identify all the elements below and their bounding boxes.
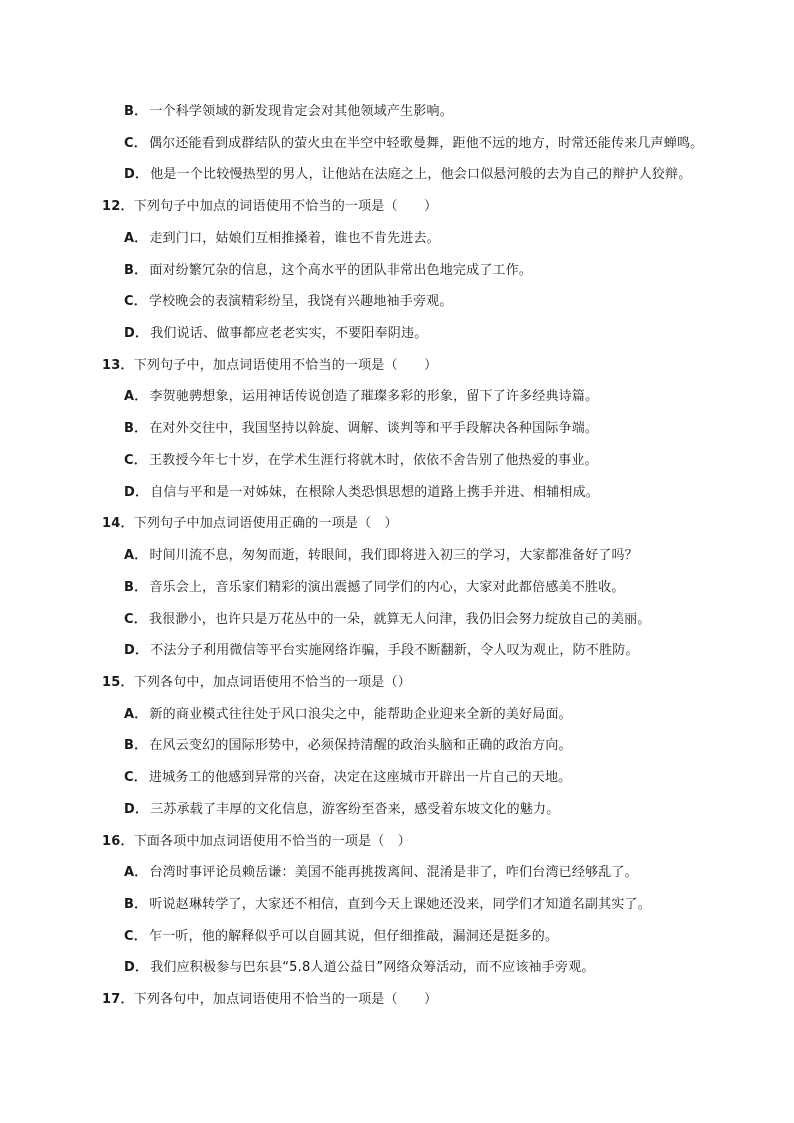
option-line	[124, 230, 440, 248]
option-line	[124, 611, 651, 629]
option-text: 乍一听，他的解释似乎可以自圆其说，但仔细推敲，漏洞还是挺多的。	[148, 929, 559, 944]
option-text: 我们应积极参与巴东县“5.8人道公益日”网络众筹活动，而不应该袖手旁观。	[150, 960, 595, 975]
option-label: A．	[124, 707, 148, 722]
option-text: 一个科学领域的新发现肯定会对其他领域产生影响。	[149, 104, 453, 119]
option-text: 不法分子利用微信等平台实施网络诈骗，手段不断翻新，令人叹为观止，防不胜防。	[150, 643, 639, 658]
option-line	[124, 579, 625, 597]
question-number: 15．	[102, 675, 134, 690]
question-line	[102, 991, 437, 1009]
option-text: 我很渺小，也许只是万花丛中的一朵，就算无人问津，我仍旧会努力绽放自己的美丽。	[148, 612, 651, 627]
option-text: 新的商业模式往往处于风口浪尖之中，能帮助企业迎来全新的美好局面。	[149, 707, 572, 722]
option-text: 他是一个比较慢热型的男人，让他站在法庭之上，他会口似悬河般的去为自己的辩护人狡辩。	[150, 167, 692, 182]
option-label: D．	[124, 960, 149, 975]
option-label: D．	[124, 485, 149, 500]
option-text: 李贺驰骋想象，运用神话传说创造了璀璨多彩的形象，留下了许多经典诗篇。	[149, 389, 599, 404]
option-line	[124, 420, 598, 438]
question-number: 14．	[102, 516, 134, 531]
option-line	[124, 769, 571, 787]
option-label: B．	[124, 897, 148, 912]
option-label: D．	[124, 802, 149, 817]
option-text: 在对外交往中，我国坚持以斡旋、调解、谈判等和平手段解决各种国际争端。	[149, 421, 599, 436]
question-text: 下列各句中，加点词语使用不恰当的一项是（）	[133, 675, 411, 690]
option-text: 自信与平和是一对姊妹，在根除人类恐惧思想的道路上携手并进、相辅相成。	[150, 485, 600, 500]
question-text: 下列句子中加点词语使用正确的一项是（ ）	[133, 516, 398, 531]
option-line	[124, 959, 595, 977]
option-label: D．	[124, 326, 149, 341]
option-text: 我们说话、做事都应老老实实，不要阳奉阴违。	[150, 326, 428, 341]
option-label: D．	[124, 643, 149, 658]
question-line	[102, 198, 437, 216]
option-text: 在风云变幻的国际形势中，必须保持清醒的政治头脑和正确的政治方向。	[149, 738, 572, 753]
question-text: 下列各句中，加点词语使用不恰当的一项是（ ）	[133, 992, 438, 1007]
option-line	[124, 325, 427, 343]
option-label: B．	[124, 104, 148, 119]
question-text: 下列句子中，加点词语使用不恰当的一项是（ ）	[133, 358, 438, 373]
option-line	[124, 864, 638, 882]
option-label: C．	[124, 929, 147, 944]
option-line	[124, 262, 532, 280]
question-line	[102, 357, 437, 375]
option-text: 时间川流不息，匆匆而逝，转眼间，我们即将进入初三的学习，大家都准备好了吗？	[149, 548, 638, 563]
option-label: C．	[124, 136, 147, 151]
option-text: 进城务工的他感到异常的兴奋，决定在这座城市开辟出一片自己的天地。	[148, 770, 572, 785]
option-label: B．	[124, 421, 148, 436]
option-text: 三苏承载了丰厚的文化信息，游客纷至沓来，感受着东坡文化的魅力。	[150, 802, 560, 817]
option-line	[124, 547, 638, 565]
option-label: A．	[124, 865, 148, 880]
option-line	[124, 928, 558, 946]
option-text: 走到门口，姑娘们互相推搡着，谁也不肯先进去。	[149, 231, 440, 246]
question-number: 12．	[102, 199, 134, 214]
option-line	[124, 642, 639, 660]
option-line	[124, 484, 599, 502]
option-label: C．	[124, 294, 147, 309]
option-line	[124, 293, 453, 311]
option-line	[124, 452, 598, 470]
question-number: 16．	[102, 834, 134, 849]
question-text: 下列句子中加点的词语使用不恰当的一项是（ ）	[133, 199, 438, 214]
option-text: 学校晚会的表演精彩纷呈，我饶有兴趣地袖手旁观。	[148, 294, 453, 309]
question-number: 17．	[102, 992, 134, 1007]
option-text: 面对纷繁冗杂的信息，这个高水平的团队非常出色地完成了工作。	[149, 263, 533, 278]
option-text: 王教授今年七十岁，在学术生涯行将就木时，依依不舍告别了他热爱的事业。	[148, 453, 598, 468]
option-line	[124, 103, 453, 121]
option-line	[124, 737, 572, 755]
option-label: B．	[124, 580, 148, 595]
option-label: B．	[124, 738, 148, 753]
question-line	[102, 833, 411, 851]
option-line	[124, 135, 703, 153]
option-label: C．	[124, 770, 147, 785]
question-line	[102, 674, 411, 692]
option-label: C．	[124, 612, 147, 627]
option-label: C．	[124, 453, 147, 468]
option-label: D．	[124, 167, 149, 182]
option-text: 偶尔还能看到成群结队的萤火虫在半空中轻歌曼舞，距他不远的地方，时常还能传来几声蝉鸣。	[148, 136, 704, 151]
question-text: 下面各项中加点词语使用不恰当的一项是（ ）	[133, 834, 411, 849]
option-line	[124, 801, 559, 819]
option-text: 听说赵琳转学了，大家还不相信，直到今天上课她还没来，同学们才知道名副其实了。	[149, 897, 651, 912]
question-line	[102, 515, 398, 533]
option-text: 台湾时事评论员赖岳谦：美国不能再挑拨离间、混淆是非了，咋们台湾已经够乱了。	[149, 865, 638, 880]
option-text: 音乐会上，音乐家们精彩的演出震撼了同学们的内心，大家对此都倍感美不胜收。	[149, 580, 625, 595]
option-label: A．	[124, 548, 148, 563]
question-number: 13．	[102, 358, 134, 373]
option-line	[124, 896, 651, 914]
option-line	[124, 166, 691, 184]
option-label: A．	[124, 231, 148, 246]
option-label: B．	[124, 263, 148, 278]
option-line	[124, 388, 598, 406]
option-label: A．	[124, 389, 148, 404]
option-line	[124, 706, 572, 724]
